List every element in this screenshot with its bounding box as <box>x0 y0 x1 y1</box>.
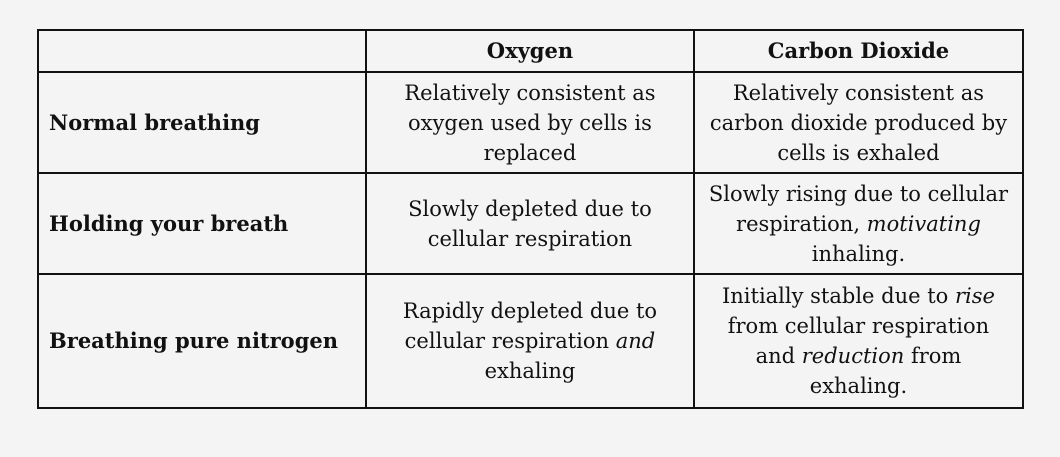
row-label-pure-nitrogen: Breathing pure nitrogen <box>38 274 366 408</box>
cell-nitrogen-carbon-dioxide <box>694 274 1023 408</box>
cell-text: Slowly depleted due to cellular respiration <box>408 196 652 251</box>
cell-text: Rapidly depleted due to cellular respiration <box>402 299 658 353</box>
cell-nitrogen-oxygen <box>366 274 694 408</box>
cell-text: Initially stable due to <box>721 284 955 308</box>
cell-hold-oxygen <box>366 173 694 274</box>
cell-text-emphasis: rise <box>954 284 995 308</box>
table-row <box>38 274 1023 408</box>
cell-normal-carbon-dioxide <box>694 72 1023 173</box>
table-row <box>38 173 1023 274</box>
table-header-row <box>38 30 1023 72</box>
cell-text: Relatively consistent as oxygen used by cells is replaced <box>404 80 656 165</box>
row-label-holding-breath: Holding your breath <box>38 173 366 274</box>
header-empty-cell <box>38 30 366 72</box>
cell-text: Relatively consistent as carbon dioxide produced by cells is exhaled <box>709 80 1008 165</box>
header-carbon-dioxide: Carbon Dioxide <box>694 30 1023 72</box>
cell-text-emphasis: motivating <box>866 211 981 236</box>
cell-text: from cellular respiration and <box>727 314 990 368</box>
cell-text: from exhaling. <box>809 344 962 398</box>
cell-text: inhaling. <box>811 241 906 266</box>
gas-comparison-table <box>37 29 1024 409</box>
header-oxygen: Oxygen <box>366 30 694 72</box>
row-label-normal-breathing: Normal breathing <box>38 72 366 173</box>
table-row <box>38 72 1023 173</box>
cell-text-emphasis: reduction <box>801 344 905 368</box>
cell-hold-carbon-dioxide <box>694 173 1023 274</box>
cell-text: Slowly rising due to cellular respiration, <box>708 181 1009 236</box>
cell-text-emphasis: and <box>615 329 656 353</box>
cell-text: exhaling <box>484 359 576 383</box>
cell-normal-oxygen <box>366 72 694 173</box>
